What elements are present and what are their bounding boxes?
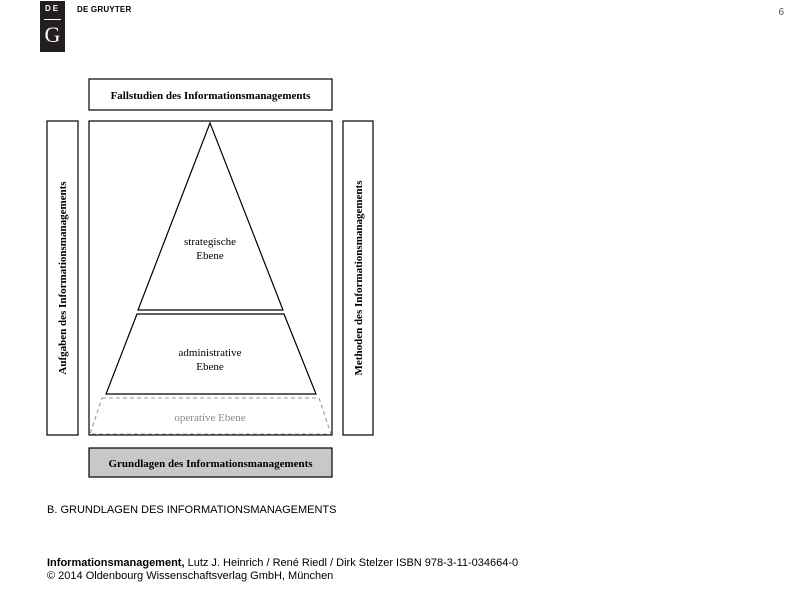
logo-de-text: DE (44, 4, 61, 13)
administrative-level-label-line2: Ebene (196, 361, 224, 373)
operative-level (90, 398, 331, 434)
book-title: Informationsmanagement, (47, 557, 185, 569)
publisher-name: DE GRUYTER (77, 5, 132, 14)
section-caption: B. GRUNDLAGEN DES INFORMATIONSMANAGEMENTS (47, 504, 337, 516)
logo-g-text: G (44, 22, 61, 47)
case-studies-label: Fallstudien des Informationsmanagements (110, 90, 311, 102)
book-authors-isbn: Lutz J. Heinrich / René Riedl / Dirk Stelzer ISBN 978-3-11-034664-0 (184, 557, 519, 569)
strategic-level-label-line1: strategische (184, 236, 236, 248)
page-number: 6 (778, 7, 784, 18)
methods-box (343, 121, 373, 435)
copyright-line: © 2014 Oldenbourg Wissenschaftsverlag GmbH, München (47, 570, 334, 582)
operative-level-label: operative Ebene (174, 412, 246, 424)
footer (47, 557, 518, 583)
tasks-label: Aufgaben des Informationsmanagements (57, 181, 69, 375)
foundations-box (89, 448, 332, 477)
tasks-box (47, 121, 78, 435)
citation-line (47, 557, 518, 570)
administrative-level (106, 314, 316, 394)
case-studies-box (89, 79, 332, 110)
foundations-label: Grundlagen des Informationsmanagements (108, 458, 313, 470)
methods-label: Methoden des Informationsmanagements (353, 180, 365, 376)
administrative-level-label-line1: administrative (178, 347, 242, 359)
strategic-level-label-line2: Ebene (196, 250, 224, 262)
